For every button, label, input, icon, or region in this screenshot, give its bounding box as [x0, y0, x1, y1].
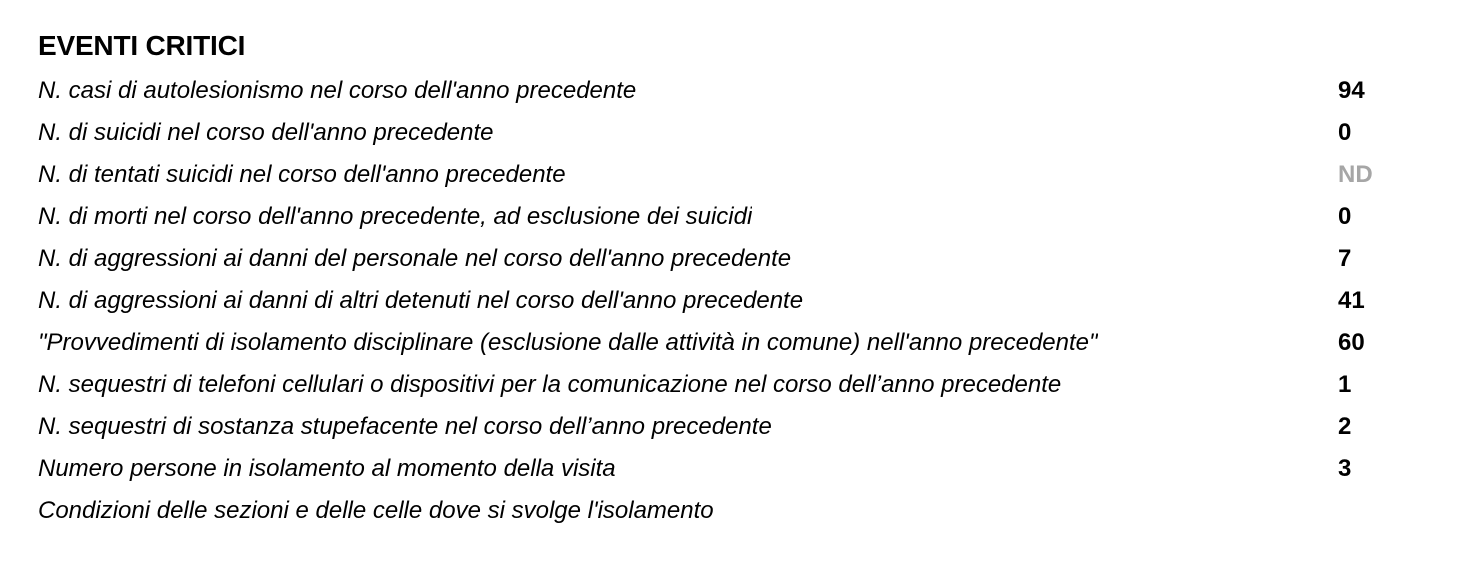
row-value: 3	[1338, 455, 1352, 482]
row-label: N. sequestri di sostanza stupefacente nel corso dell’anno precedente	[38, 413, 772, 440]
row-value: 60	[1338, 329, 1365, 356]
row-value: 41	[1338, 287, 1365, 314]
row-value: 7	[1338, 245, 1352, 272]
row-value: 0	[1338, 203, 1352, 230]
row-label: "Provvedimenti di isolamento disciplinare (esclusione dalle attività in comune) nell'anno precedente"	[38, 329, 1098, 356]
row-suicidi	[38, 112, 1438, 154]
row-aggressioni-personale	[38, 238, 1438, 280]
row-value: 2	[1338, 413, 1352, 440]
row-morti	[38, 196, 1438, 238]
row-provvedimenti-isolamento	[38, 322, 1438, 364]
row-sequestri-telefoni	[38, 364, 1438, 406]
row-label: N. casi di autolesionismo nel corso dell'anno precedente	[38, 77, 637, 104]
row-value-not-available: ND	[1338, 161, 1373, 188]
row-tentati-suicidi	[38, 154, 1438, 196]
row-label: Numero persone in isolamento al momento della visita	[38, 455, 616, 482]
row-value: 94	[1338, 77, 1365, 104]
row-value: 0	[1338, 119, 1352, 146]
eventi-critici-section	[38, 28, 1438, 532]
row-label: N. di aggressioni ai danni di altri detenuti nel corso dell'anno precedente	[38, 287, 804, 314]
row-label: N. di tentati suicidi nel corso dell'anno precedente	[38, 161, 566, 188]
row-persone-isolamento	[38, 448, 1438, 490]
section-title: EVENTI CRITICI	[38, 30, 246, 61]
row-label: N. sequestri di telefoni cellulari o dispositivi per la comunicazione nel corso dell’anno precedente	[38, 371, 1062, 398]
row-value: 1	[1338, 371, 1352, 398]
row-aggressioni-detenuti	[38, 280, 1438, 322]
row-label: N. di morti nel corso dell'anno precedente, ad esclusione dei suicidi	[38, 203, 753, 230]
row-autolesionismo	[38, 70, 1438, 112]
row-label: N. di aggressioni ai danni del personale nel corso dell'anno precedente	[38, 245, 792, 272]
row-sequestri-stupefacenti	[38, 406, 1438, 448]
row-condizioni-isolamento	[38, 490, 1438, 532]
events-list	[38, 70, 1438, 532]
row-label: N. di suicidi nel corso dell'anno precedente	[38, 119, 494, 146]
row-label: Condizioni delle sezioni e delle celle dove si svolge l'isolamento	[38, 497, 714, 524]
